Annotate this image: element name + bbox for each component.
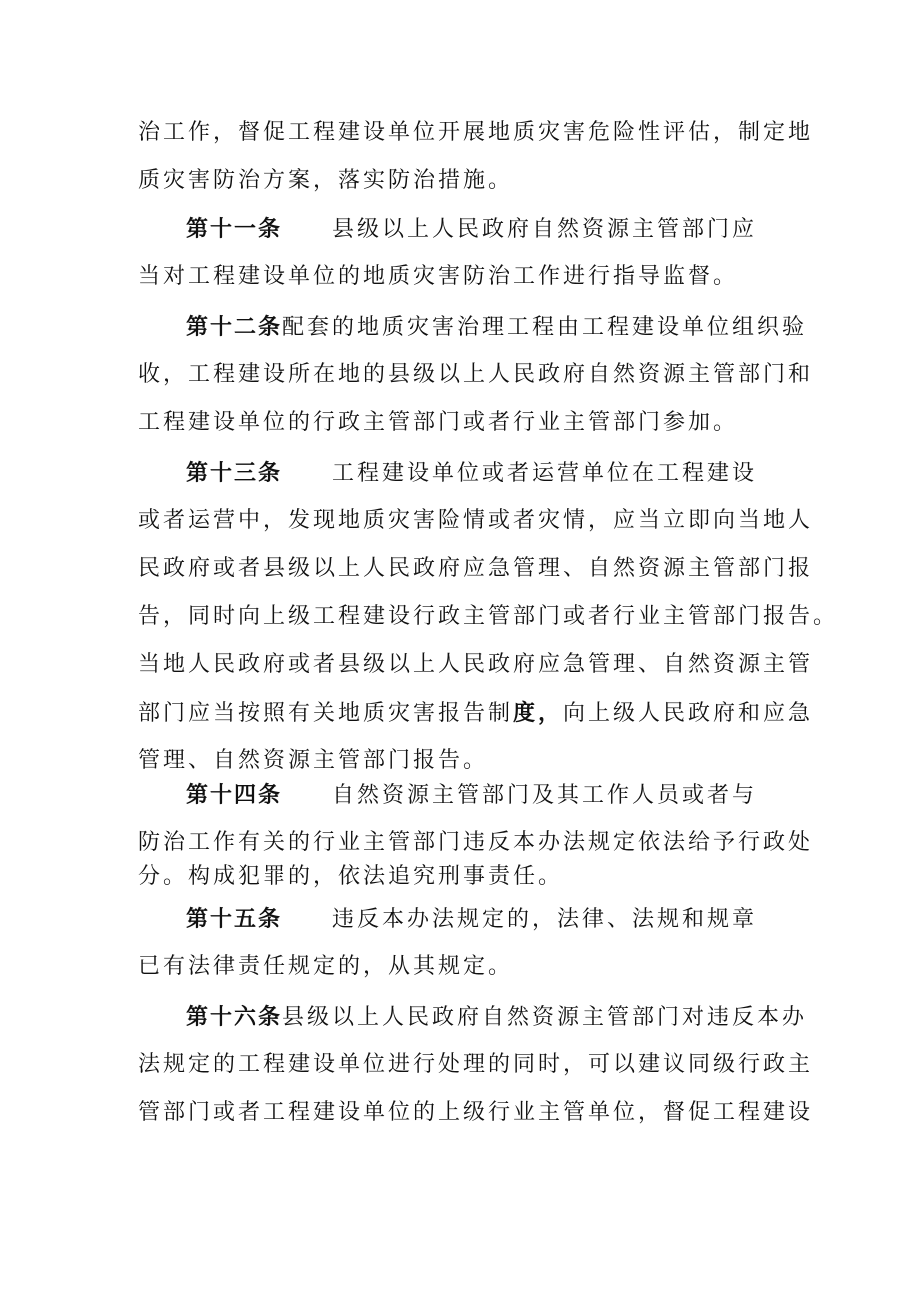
text-line: 治工作，督促工程建设单位开展地质灾害危险性评估，制定地 bbox=[138, 120, 814, 145]
article-11-text: 县级以上人民政府自然资源主管部门应 bbox=[332, 217, 758, 242]
article-15-title: 第十五条 bbox=[186, 906, 283, 932]
text-line: 管部门或者工程建设单位的上级行业主管单位，督促工程建设 bbox=[138, 1100, 814, 1125]
article-12 bbox=[186, 312, 807, 343]
text-line: 工程建设单位的行政主管部门或者行业主管部门参加。 bbox=[138, 410, 739, 435]
text-line: 收，工程建设所在地的县级以上人民政府自然资源主管部门和 bbox=[138, 362, 814, 387]
article-15 bbox=[186, 904, 757, 935]
text-line: 防治工作有关的行业主管部门违反本办法规定依法给予行政处 bbox=[138, 830, 814, 855]
text-line: 或者运营中，发现地质灾害险情或者灾情，应当立即向当地人 bbox=[138, 508, 814, 533]
article-14-title: 第十四条 bbox=[186, 782, 283, 808]
text-line: 已有法律责任规定的，从其规定。 bbox=[138, 954, 514, 979]
article-12-text: 配套的地质灾害治理工程由工程建设单位组织验 bbox=[282, 315, 808, 340]
text-line: 管理、自然资源主管部门报告。 bbox=[138, 748, 489, 773]
article-14-text: 自然资源主管部门及其工作人员或者与 bbox=[332, 783, 758, 808]
article-13-text: 工程建设单位或者运营单位在工程建设 bbox=[332, 461, 758, 486]
article-14 bbox=[186, 780, 757, 811]
article-16-text: 县级以上人民政府自然资源主管部门对违反本办 bbox=[282, 1005, 808, 1030]
article-16 bbox=[186, 1002, 807, 1033]
text-line: 分。构成犯罪的，依法追究刑事责任。 bbox=[138, 864, 564, 889]
text-segment-bold: 度， bbox=[513, 700, 564, 726]
article-11-title: 第十一条 bbox=[186, 216, 283, 242]
text-line: 当对工程建设单位的地质灾害防治工作进行指导监督。 bbox=[138, 264, 739, 289]
text-segment: 部门应当按照有关地质灾害报告制 bbox=[138, 701, 514, 726]
text-line: 告，同时向上级工程建设行政主管部门或者行业主管部门报告。 bbox=[138, 604, 839, 629]
article-13-title: 第十三条 bbox=[186, 460, 283, 486]
text-line: 质灾害防治方案，落实防治措施。 bbox=[138, 168, 514, 193]
article-13 bbox=[186, 458, 757, 489]
article-11 bbox=[186, 214, 757, 245]
article-12-title: 第十二条 bbox=[186, 314, 283, 340]
article-16-title: 第十六条 bbox=[186, 1004, 283, 1030]
text-line: 当地人民政府或者县级以上人民政府应急管理、自然资源主管 bbox=[138, 652, 814, 677]
text-line bbox=[138, 698, 813, 729]
text-line: 法规定的工程建设单位进行处理的同时，可以建议同级行政主 bbox=[138, 1052, 814, 1077]
article-15-text: 违反本办法规定的，法律、法规和规章 bbox=[332, 907, 758, 932]
text-line: 民政府或者县级以上人民政府应急管理、自然资源主管部门报 bbox=[138, 556, 814, 581]
text-segment: 向上级人民政府和应急 bbox=[563, 701, 814, 726]
